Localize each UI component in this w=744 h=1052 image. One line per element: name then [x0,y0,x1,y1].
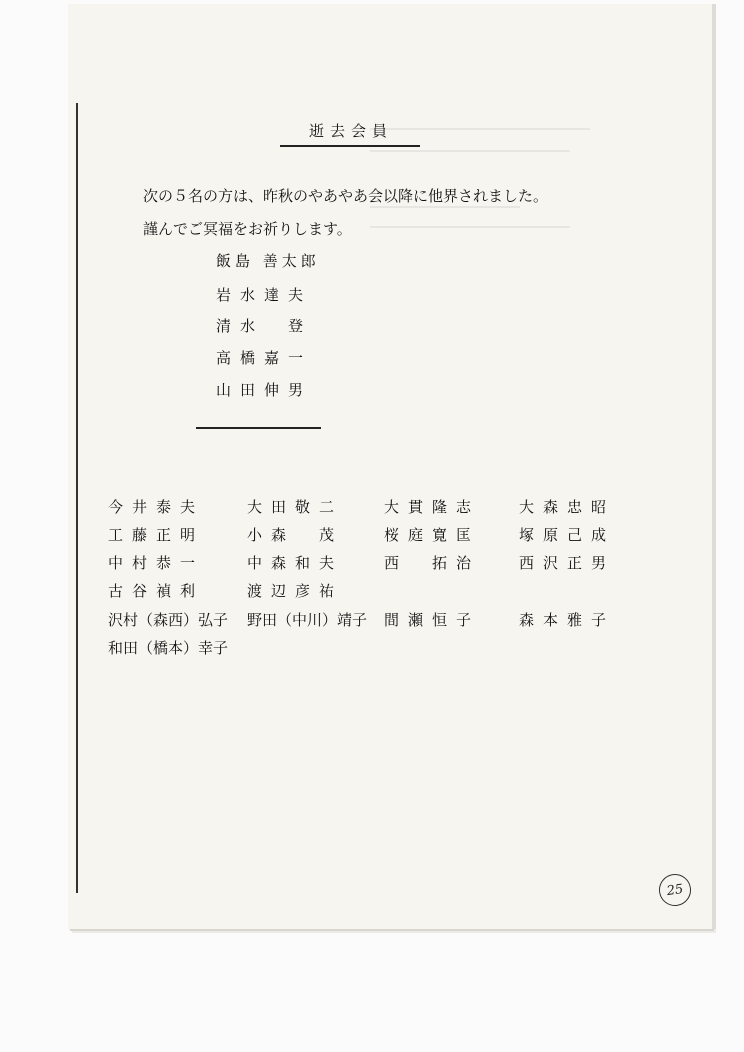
deceased-name: 飯島 善太郎 [216,252,320,270]
member-name: 大森忠昭 [519,498,616,516]
member-name: 中森和夫 [247,554,344,572]
intro-line-1: 次の５名の方は、昨秋のやあやあ会以降に他界されました。 [143,187,549,205]
member-name: 桜庭寛匡 [384,526,481,544]
title-underline [280,145,420,147]
deceased-name: 高橋嘉一 [216,349,313,367]
member-name: 古谷禎利 [108,582,205,600]
deceased-name: 山田伸男 [216,381,313,399]
member-name: 大田敬二 [247,498,344,516]
member-name: 大貫隆志 [384,498,481,516]
page-title: 逝去会員 [308,122,393,140]
member-name: 野田（中川）靖子 [247,611,368,629]
member-name: 和田（橋本）幸子 [108,639,229,657]
member-name: 西沢正男 [519,554,616,572]
member-name: 沢村（森西）弘子 [108,611,229,629]
member-name: 西 拓治 [384,554,481,572]
section-divider [196,427,321,429]
member-name: 塚原己成 [519,526,616,544]
deceased-name: 岩水達夫 [216,286,313,304]
member-name: 中村恭一 [108,554,205,572]
member-name: 間瀬恒子 [384,611,481,629]
member-name: 渡辺彦祐 [247,582,344,600]
member-name: 森本雅子 [519,611,616,629]
page-number-stamp: 25 [657,872,693,908]
member-name: 工藤正明 [108,526,205,544]
member-name: 今井泰夫 [108,498,205,516]
member-name: 小森 茂 [247,526,344,544]
deceased-name: 清水 登 [216,317,313,335]
margin-rule [76,103,78,893]
intro-line-2: 謹んでご冥福をお祈りします。 [143,220,352,238]
paper-edge [712,4,716,929]
